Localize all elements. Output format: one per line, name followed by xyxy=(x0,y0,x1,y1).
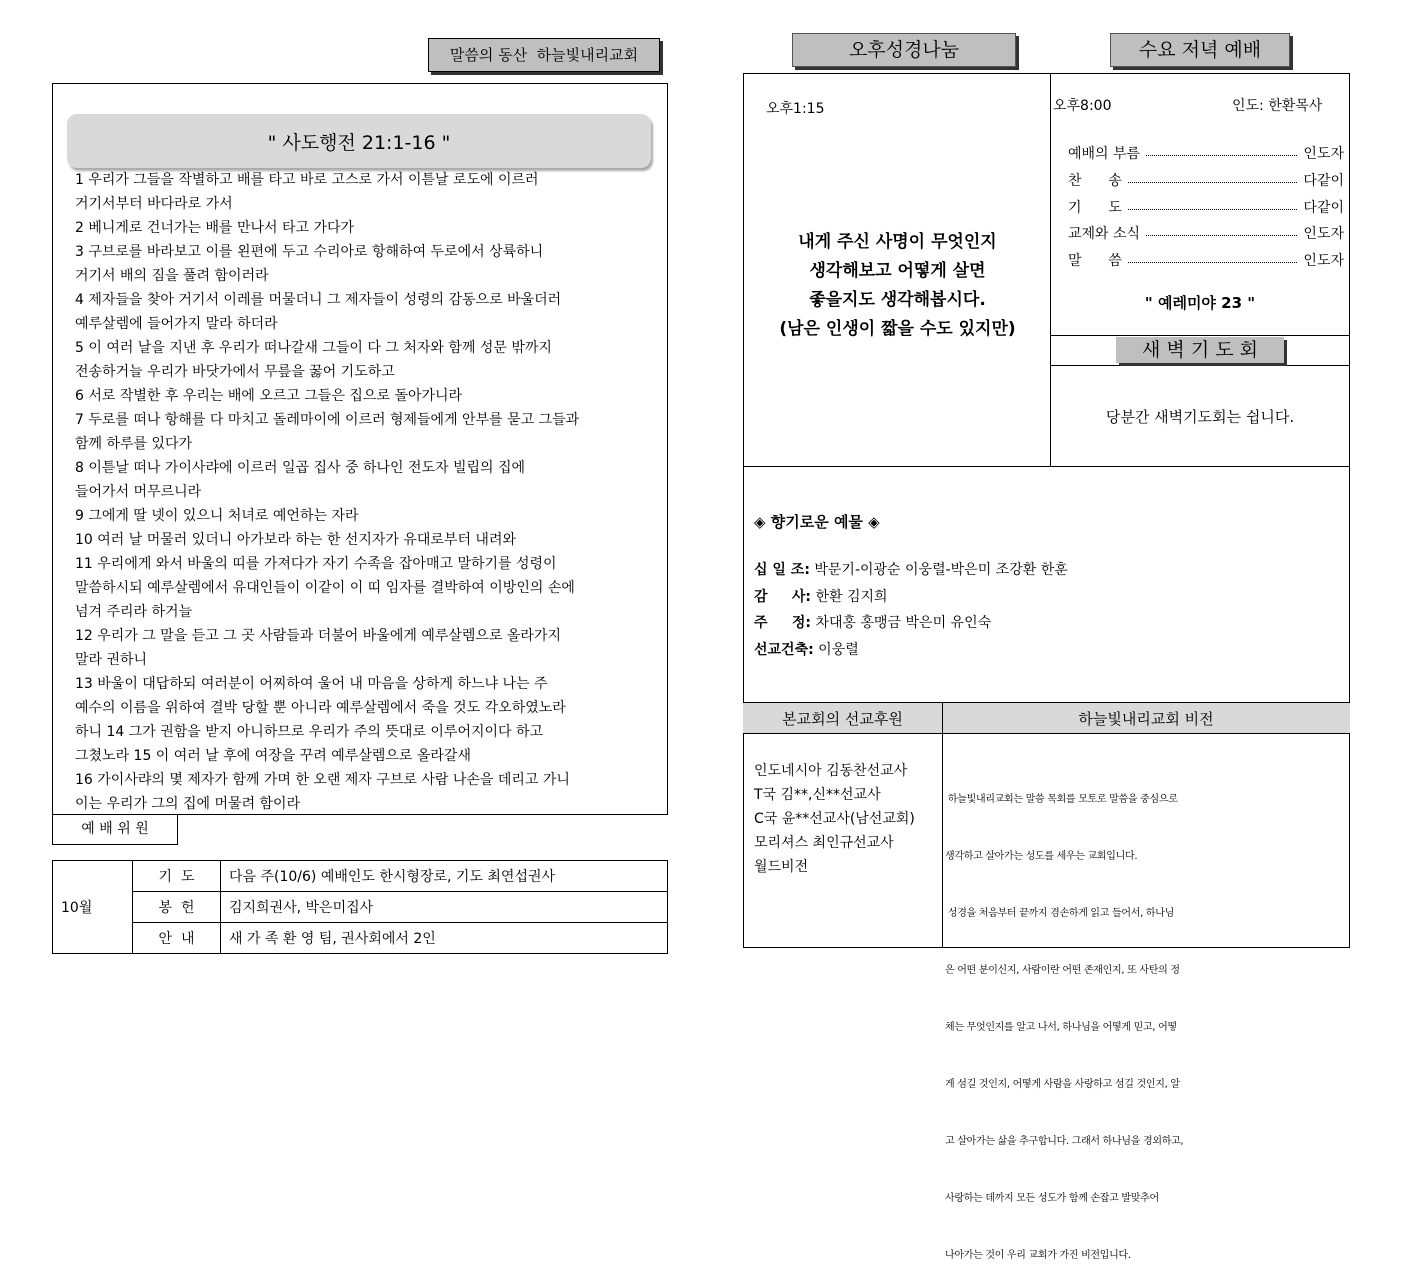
table-row xyxy=(53,923,668,954)
list-item: C국 윤**선교사(남선교회) xyxy=(754,811,915,827)
duty-value: 새 가 족 환 영 팀, 권사회에서 2인 xyxy=(221,923,668,954)
dawn-title: 새 벽 기 도 회 xyxy=(1142,339,1258,361)
verse-line: 이는 우리가 그의 집에 머물려 함이라 xyxy=(75,796,301,812)
afternoon-message-line: (남은 인생이 짧을 수도 있지만) xyxy=(779,319,1016,339)
verse-line: 8 이튿날 떠나 가이사랴에 이르러 일곱 집사 중 하나인 전도자 빌립의 집에 xyxy=(75,460,526,476)
wednesday-leader: 인도: 한환목사 xyxy=(1232,98,1323,114)
offering-label: 감 사: xyxy=(754,588,812,605)
afternoon-title: 오후성경나눔 xyxy=(848,39,960,61)
verse-line: 함께 하루를 있다가 xyxy=(75,436,193,452)
verse-line: 1 우리가 그들을 작별하고 배를 타고 바로 고스로 가서 이튿날 로도에 이르러 xyxy=(75,172,539,188)
order-dots xyxy=(1128,182,1298,183)
dawn-notice: 당분간 새벽기도회는 쉽니다. xyxy=(1105,408,1295,426)
order-dots xyxy=(1128,209,1298,210)
afternoon-message-line: 내게 주신 사명이 무엇인지 xyxy=(798,232,997,252)
verse-line: 말씀하시되 예루살렘에서 유대인들이 이같이 이 띠 임자를 결박하여 이방인의 손에 xyxy=(75,580,575,596)
order-item: 교제와 소식 xyxy=(1068,226,1141,242)
vision-line: 성경을 처음부터 끝까지 겸손하게 읽고 들어서, 하나님 xyxy=(945,908,1174,919)
verse-line: 예루살렘에 들어가지 말라 하더라 xyxy=(75,316,278,332)
duty-value: 다음 주(10/6) 예배인도 한시형장로, 기도 최연섭권사 xyxy=(221,861,668,892)
order-dots xyxy=(1128,262,1298,263)
mission-list xyxy=(754,759,915,879)
order-item: 말 씀 xyxy=(1068,253,1122,269)
afternoon-title-pill xyxy=(792,33,1016,67)
duty-label: 예 배 위 원 xyxy=(81,821,149,837)
afternoon-time: 오후1:15 xyxy=(766,101,825,117)
offering-label: 주 정: xyxy=(754,615,812,631)
order-row xyxy=(1068,197,1344,217)
duty-role: 기 도 xyxy=(133,861,221,892)
offering-title: ◈ 향기로운 예물 ◈ xyxy=(754,513,880,531)
verse-line: 말라 권하니 xyxy=(75,652,148,668)
offering-row xyxy=(754,557,1068,584)
duty-month: 10월 xyxy=(53,861,133,954)
order-dots xyxy=(1146,155,1297,156)
duty-role: 안 내 xyxy=(133,923,221,954)
verse-line: 6 서로 작별한 후 우리는 배에 오르고 그들은 집으로 돌아가니라 xyxy=(75,388,463,404)
afternoon-message-line: 좋을지도 생각해봅시다. xyxy=(809,290,986,310)
order-row xyxy=(1068,223,1344,243)
church-tag-text: 말씀의 동산 하늘빛내리교회 xyxy=(449,46,639,64)
verse-line: 13 바울이 대답하되 여러분이 어찌하여 울어 내 마음을 상하게 하느냐 나는 주 xyxy=(75,676,548,692)
vision-line: 생각하고 살아가는 성도를 세우는 교회입니다. xyxy=(945,851,1138,862)
order-who: 인도자 xyxy=(1303,253,1344,269)
verse-line: 넘겨 주리라 하거늘 xyxy=(75,604,193,620)
offering-label: 선교건축: xyxy=(754,641,814,658)
verse-line: 3 구브로를 바라보고 이를 왼편에 두고 수리아로 항해하여 두로에서 상륙하니 xyxy=(75,244,544,260)
verse-line: 12 우리가 그 말을 듣고 그 곳 사람들과 더불어 바울에게 예루살렘으로 올라가지 xyxy=(75,628,562,644)
verse-line: 16 가이사랴의 몇 제자가 함께 가며 한 오랜 제자 구브로 사람 나손을 데리고 가니 xyxy=(75,772,570,788)
order-row xyxy=(1068,250,1344,270)
wednesday-title-pill xyxy=(1110,33,1290,67)
wednesday-title: 수요 저녁 예배 xyxy=(1138,39,1262,61)
vision-text xyxy=(945,752,1347,1284)
mission-header: 본교회의 선교후원 xyxy=(782,710,903,728)
verse-line: 들어가서 머무르니라 xyxy=(75,484,202,500)
afternoon-message xyxy=(745,228,1050,344)
vision-line: 나아가는 것이 우리 교회가 가진 비전입니다. xyxy=(945,1250,1131,1261)
verse-line: 거기서부터 바다라로 가서 xyxy=(75,196,233,212)
divider-dawn-top xyxy=(1050,335,1350,336)
offering-row xyxy=(754,637,1068,664)
verse-line: 4 제자들을 찾아 거기서 이레를 머물더니 그 제자들이 성령의 감동으로 바울더러 xyxy=(75,292,562,308)
divider-vertical-bottom xyxy=(942,702,943,948)
vision-header: 하늘빛내리교회 비전 xyxy=(1078,710,1214,728)
verse-line: 9 그에게 딸 넷이 있으니 처녀로 예언하는 자라 xyxy=(75,508,359,524)
duty-value: 김지희권사, 박은미집사 xyxy=(221,892,668,923)
scripture-title-banner xyxy=(67,114,651,168)
verse-line: 그쳤노라 15 이 여러 날 후에 여장을 꾸려 예루살렘으로 올라갈새 xyxy=(75,748,471,764)
verse-line: 예수의 이름을 위하여 결박 당할 뿐 아니라 예루살렘에서 죽을 것도 각오하였노라 xyxy=(75,700,566,716)
scripture-title: " 사도행전 21:1-16 " xyxy=(267,132,451,154)
offering-row xyxy=(754,610,1068,637)
verse-line: 10 여러 날 머물러 있더니 아가보라 하는 한 선지자가 유대로부터 내려와 xyxy=(75,532,516,548)
offering-names: 한환 김지희 xyxy=(815,588,888,605)
list-item: 인도네시아 김동찬선교사 xyxy=(754,763,908,779)
duty-role: 봉 헌 xyxy=(133,892,221,923)
order-row xyxy=(1068,143,1344,163)
verse-line: 전송하거늘 우리가 바닷가에서 무릎을 꿇어 기도하고 xyxy=(75,364,395,380)
table-row xyxy=(53,892,668,923)
vision-line: 하늘빛내리교회는 말씀 목회를 모토로 말씀을 중심으로 xyxy=(945,794,1178,805)
list-item: 모리셔스 최인규선교사 xyxy=(754,835,894,851)
order-item: 기 도 xyxy=(1068,200,1122,216)
offering-row xyxy=(754,584,1068,611)
order-who: 다같이 xyxy=(1303,200,1344,216)
afternoon-message-line: 생각해보고 어떻게 살면 xyxy=(809,261,986,281)
dawn-title-pill xyxy=(1116,337,1284,363)
divider-horizontal-mid xyxy=(743,466,1350,467)
church-tag xyxy=(428,38,660,72)
offering-names: 차대홍 홍맹금 박은미 유인숙 xyxy=(815,615,992,631)
verse-line: 2 베니게로 건너가는 배를 만나서 타고 가다가 xyxy=(75,220,355,236)
offering-list xyxy=(754,557,1068,663)
order-item: 찬 송 xyxy=(1068,173,1122,189)
order-row xyxy=(1068,170,1344,190)
verse-line: 11 우리에게 와서 바울의 띠를 가져다가 자기 수족을 잡아매고 말하기를 성령이 xyxy=(75,556,557,572)
table-row xyxy=(53,861,668,892)
duty-label-box xyxy=(52,815,178,845)
duty-table xyxy=(52,860,668,954)
vision-line: 게 섬길 것인지, 어떻게 사람을 사랑하고 섬길 것인지, 알 xyxy=(945,1079,1180,1090)
order-who: 인도자 xyxy=(1303,146,1344,162)
verse-line: 거기서 배의 짐을 풀려 함이러라 xyxy=(75,268,269,284)
vision-line: 은 어떤 분이신지, 사람이란 어떤 존재인지, 또 사탄의 정 xyxy=(945,965,1180,976)
offering-label: 십 일 조: xyxy=(754,562,810,578)
vision-line: 사랑하는 데까지 모든 성도가 함께 손잡고 발맞추어 xyxy=(945,1193,1159,1204)
verse-line: 하니 14 그가 권함을 받지 아니하므로 우리가 주의 뜻대로 이루어지이다 하고 xyxy=(75,724,544,740)
order-item: 예배의 부름 xyxy=(1068,146,1141,162)
order-who: 인도자 xyxy=(1303,226,1344,242)
verse-line: 5 이 여러 날을 지낸 후 우리가 떠나갈새 그들이 다 그 처자와 함께 성문 밖까지 xyxy=(75,340,552,356)
list-item: 월드비전 xyxy=(754,859,809,875)
order-who: 다같이 xyxy=(1303,173,1344,189)
list-item: T국 김**,신**선교사 xyxy=(754,787,881,803)
wednesday-sermon: " 예레미야 23 " xyxy=(1144,294,1256,312)
divider-dawn-bottom xyxy=(1050,365,1350,366)
vision-line: 고 살아가는 삶을 추구합니다. 그래서 하나님을 경외하고, xyxy=(945,1136,1184,1147)
offering-names: 이웅렬 xyxy=(818,641,859,658)
vision-line: 체는 무엇인지를 알고 나서, 하나님을 어떻게 믿고, 어떻 xyxy=(945,1022,1177,1033)
verse-line: 7 두로를 떠나 항해를 다 마치고 돌레마이에 이르러 형제들에게 안부를 묻고 그들과 xyxy=(75,412,580,428)
wednesday-time: 오후8:00 xyxy=(1053,98,1112,114)
order-dots xyxy=(1146,235,1297,236)
offering-names: 박문기-이광순 이웅렬-박은미 조강환 한훈 xyxy=(814,562,1068,578)
